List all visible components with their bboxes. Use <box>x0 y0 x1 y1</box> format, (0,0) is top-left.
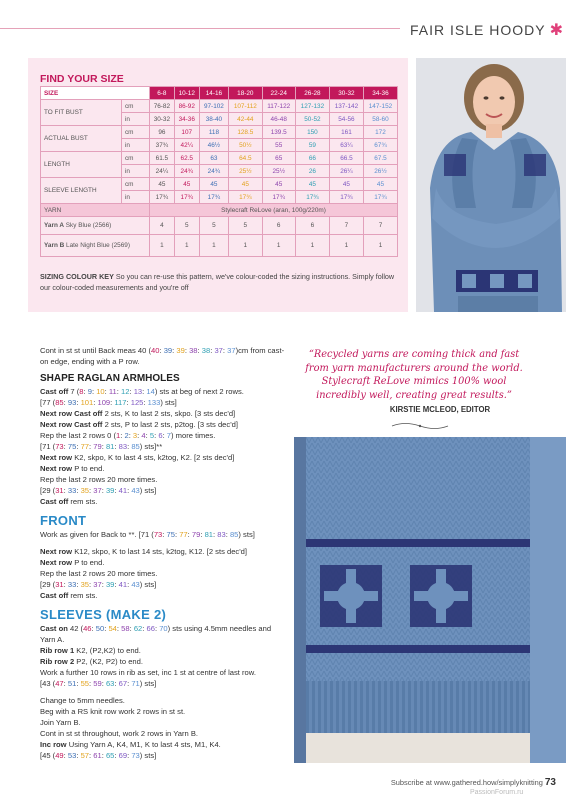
measurement-value: 17¾ <box>199 191 228 204</box>
measurement-value: 17¾ <box>149 191 174 204</box>
yarn-a-value: 5 <box>229 217 262 235</box>
size-col: 6-8 <box>149 87 174 100</box>
measurement-value: 17¾ <box>262 191 295 204</box>
size-header-row <box>41 87 398 100</box>
measurement-value: 45 <box>149 178 174 191</box>
yarn-b-value: 1 <box>229 235 262 257</box>
editor-quote: “Recycled yarns are coming thick and fast from yarn manufacturers around the world. Stylecraft ReLove mimics 100% wool incredibly well, creating great results.” <box>305 349 523 401</box>
yarn-a-value: 5 <box>199 217 228 235</box>
header-rule <box>0 28 400 29</box>
measurement-value: 17¾ <box>174 191 199 204</box>
measurement-value: 26½ <box>363 165 397 178</box>
measurement-row <box>41 100 398 113</box>
measurement-value: 127-132 <box>295 100 329 113</box>
sleeves-heading: SLEEVES (MAKE 2) <box>40 607 167 622</box>
measurement-value: 24¼ <box>149 165 174 178</box>
yarn-b-value: 1 <box>329 235 363 257</box>
measurement-value: 25½ <box>229 165 262 178</box>
page-title: FAIR ISLE HOODY ✱ <box>410 22 564 39</box>
measurement-unit: cm <box>121 152 149 165</box>
size-col: 22-24 <box>262 87 295 100</box>
measurement-value: 25½ <box>262 165 295 178</box>
measurement-value: 58-60 <box>363 113 397 126</box>
measurement-value: 42-44 <box>229 113 262 126</box>
model-photo <box>416 58 566 312</box>
measurement-value: 118 <box>199 126 228 139</box>
measurement-value: 24¾ <box>174 165 199 178</box>
yarn-a-value: 5 <box>174 217 199 235</box>
knit-closeup-illustration <box>294 437 566 763</box>
size-col: 18-20 <box>229 87 262 100</box>
measurement-value: 50½ <box>229 139 262 152</box>
measurement-value: 147-152 <box>363 100 397 113</box>
measurement-unit: cm <box>121 178 149 191</box>
measurement-value: 45 <box>295 178 329 191</box>
measurement-value: 66 <box>295 152 329 165</box>
measurement-row <box>41 152 398 165</box>
back-intro: Cont in st st until Back meas 40 (40: 39: 39: 38: 38: 37: 37)cm from cast-on edge, ending with a P row. <box>40 346 285 366</box>
measurement-value: 67.5 <box>363 152 397 165</box>
measurement-value: 97-102 <box>199 100 228 113</box>
measurement-value: 55 <box>262 139 295 152</box>
measurement-row <box>41 126 398 139</box>
size-col: 30-32 <box>329 87 363 100</box>
measurement-value: 42¼ <box>174 139 199 152</box>
star-icon: ✱ <box>549 22 564 39</box>
yarn-a-value: 6 <box>295 217 329 235</box>
watermark: PassionForum.ru <box>470 789 524 796</box>
yarn-b-value: 1 <box>363 235 397 257</box>
measurement-rows <box>41 100 398 204</box>
raglan-heading: SHAPE RAGLAN ARMHOLES <box>40 373 180 384</box>
footer <box>316 777 556 788</box>
measurement-unit: cm <box>121 126 149 139</box>
subscribe-link[interactable]: Subscribe at www.gathered.how/simplyknitting <box>390 778 543 787</box>
measurement-value: 62.5 <box>174 152 199 165</box>
yarn-desc: Stylecraft ReLove (aran, 100g/220m) <box>149 204 397 217</box>
measurement-value: 46-48 <box>262 113 295 126</box>
yarn-b-label: Yarn B Late Night Blue (2569) <box>41 235 150 257</box>
measurement-value: 45 <box>174 178 199 191</box>
measurement-value: 17¾ <box>329 191 363 204</box>
measurement-unit: in <box>121 139 149 152</box>
measurement-value: 64.5 <box>229 152 262 165</box>
measurement-value: 26¼ <box>329 165 363 178</box>
yarn-a-label: Yarn A Sky Blue (2566) <box>41 217 150 235</box>
measurement-unit: cm <box>121 100 149 113</box>
measurement-value: 86-92 <box>174 100 199 113</box>
front-heading: FRONT <box>40 513 87 528</box>
measurement-value: 38-40 <box>199 113 228 126</box>
measurement-value: 128.5 <box>229 126 262 139</box>
measurement-value: 139.5 <box>262 126 295 139</box>
yarn-b-value: 1 <box>149 235 174 257</box>
measurement-value: 172 <box>363 126 397 139</box>
measurement-value: 161 <box>329 126 363 139</box>
yarn-b-value: 1 <box>199 235 228 257</box>
sizing-colour-key: SIZING COLOUR KEY So you can re-use this pattern, we've colour-coded the sizing instructions. Simply follow our colour-coded measurements and you're off <box>40 272 395 292</box>
measurement-value: 30-32 <box>149 113 174 126</box>
measurement-value: 137-142 <box>329 100 363 113</box>
measurement-unit: in <box>121 113 149 126</box>
measurement-value: 117-122 <box>262 100 295 113</box>
page-number: 73 <box>544 777 556 788</box>
measurement-value: 45 <box>329 178 363 191</box>
measurement-value: 96 <box>149 126 174 139</box>
model-photo-illustration <box>416 58 566 312</box>
quote-author: KIRSTIE MCLEOD, EDITOR <box>389 405 491 414</box>
measurement-value: 45 <box>363 178 397 191</box>
measurement-value: 76-82 <box>149 100 174 113</box>
measurement-label: SLEEVE LENGTH <box>41 178 122 204</box>
measurement-value: 37¾ <box>149 139 174 152</box>
measurement-label: TO FIT BUST <box>41 100 122 126</box>
measurement-value: 63 <box>199 152 228 165</box>
measurement-value: 17¾ <box>295 191 329 204</box>
measurement-row <box>41 178 398 191</box>
measurement-unit: in <box>121 165 149 178</box>
yarn-b-row <box>41 235 398 257</box>
size-col: 10-12 <box>174 87 199 100</box>
measurement-value: 150 <box>295 126 329 139</box>
yarn-a-value: 4 <box>149 217 174 235</box>
measurement-value: 63¼ <box>329 139 363 152</box>
size-label: SIZE <box>41 87 150 100</box>
measurement-value: 59 <box>295 139 329 152</box>
size-col: 26-28 <box>295 87 329 100</box>
yarn-label: YARN <box>41 204 150 217</box>
measurement-value: 54-56 <box>329 113 363 126</box>
measurement-value: 107 <box>174 126 199 139</box>
measurement-value: 65 <box>262 152 295 165</box>
swash-ornament <box>390 420 450 432</box>
measurement-value: 26 <box>295 165 329 178</box>
measurement-label: LENGTH <box>41 152 122 178</box>
knit-closeup-photo <box>294 437 566 763</box>
measurement-value: 50-52 <box>295 113 329 126</box>
yarn-a-value: 7 <box>363 217 397 235</box>
measurement-value: 34-36 <box>174 113 199 126</box>
yarn-a-value: 7 <box>329 217 363 235</box>
pattern-instructions: Cont in st st until Back meas 40 (40: 39: 39: 38: 38: 37: 37)cm from cast-on edge, ending with a P row. SHAPE RAGLAN ARMHOLES Cast off 7 (8: 9: 10: 11: 12: 13: 14) sts at beg of next 2 rows. [77 (85: 93: 101: 109: 117: 125: 133) sts] Next row Cast off 2 sts, K to last 2 sts, skpo. [3 sts dec'd] Next row Cast off 2 sts, P to last 2 sts, p2tog. [3 sts dec'd] Rep the last 2 rows 0 (1: 2: 3: 4: 5: 6: 7) more times. [71 (73: 75: 77: 79: 81: 83: 85) sts]** Next row K2, skpo, K to last 4 sts, k2tog, K2. [2 sts dec'd] Next row P to end. Rep the last 2 rows 20 more times. [29 (31: 33: 35: 37: 39: 41: 43) sts] Cast off rem sts. FRONT Work as given for Back to **. [71 (73: 75: 77: 79: 81: 83: 85) sts] Next row K12, skpo, K to last 14 sts, k2tog, K12. [2 sts dec'd] Next row P to end. Rep the last 2 rows 20 more times. [29 (31: 33: 35: 37: 39: 41: 43) sts] Cast off rem sts. SLEEVES (MAKE 2) Cast on 42 (46: 50: 54: 58: 62: 66: 70) sts using 4.5mm needles and Yarn A. Rib row 1 K2, (P2,K2) to end. Rib row 2 P2, (K2, P2) to end. Work a further 10 rows in rib as set, inc 1 st at centre of last row. [43 (47: 51: 55: 59: 63: 67: 71) sts] Change to 5mm needles. Beg with a RS knit row work 2 rows in st st. Join Yarn B. Cont in st st throughout, work 2 rows in Yarn B. Inc row Using Yarn A, K4, M1, K to last 4 sts, M1, K4. [45 (49: 53: 57: 61: 65: 69: 73) sts] <box>40 346 285 760</box>
size-table <box>40 86 398 257</box>
measurement-value: 107-112 <box>229 100 262 113</box>
measurement-value: 46½ <box>199 139 228 152</box>
measurement-value: 45 <box>229 178 262 191</box>
measurement-label: ACTUAL BUST <box>41 126 122 152</box>
yarn-a-row <box>41 217 398 235</box>
measurement-value: 61.5 <box>149 152 174 165</box>
measurement-value: 24¾ <box>199 165 228 178</box>
yarn-b-value: 1 <box>295 235 329 257</box>
yarn-b-value: 1 <box>262 235 295 257</box>
measurement-value: 17¾ <box>229 191 262 204</box>
measurement-unit: in <box>121 191 149 204</box>
find-your-size-title: FIND YOUR SIZE <box>40 73 124 85</box>
measurement-value: 66.5 <box>329 152 363 165</box>
measurement-value: 67¾ <box>363 139 397 152</box>
yarn-a-value: 6 <box>262 217 295 235</box>
yarn-b-value: 1 <box>174 235 199 257</box>
measurement-value: 45 <box>199 178 228 191</box>
measurement-value: 45 <box>262 178 295 191</box>
yarn-row <box>41 204 398 217</box>
size-col: 34-36 <box>363 87 397 100</box>
measurement-value: 17¾ <box>363 191 397 204</box>
size-col: 14-16 <box>199 87 228 100</box>
